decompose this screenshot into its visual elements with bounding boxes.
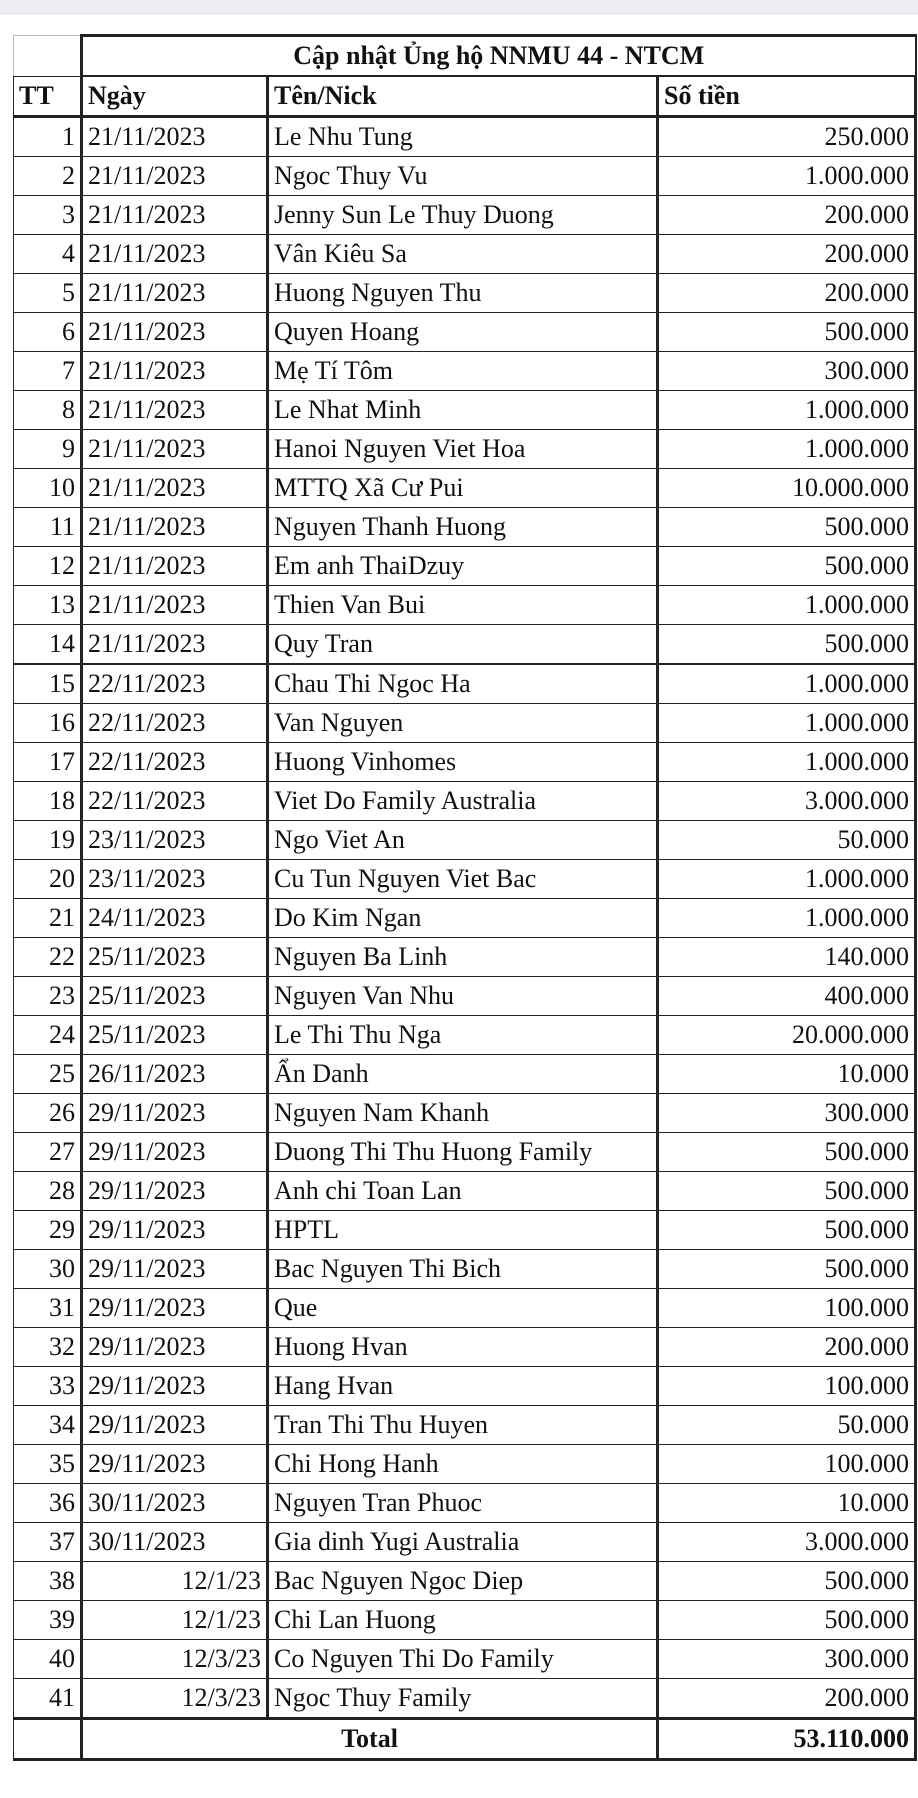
row-tt: 29	[14, 1211, 82, 1250]
table-row	[14, 1445, 916, 1484]
table-row	[14, 743, 916, 782]
top-bar	[0, 0, 918, 14]
row-date: 21/11/2023	[82, 117, 268, 157]
row-date: 24/11/2023	[82, 899, 268, 938]
row-date: 21/11/2023	[82, 547, 268, 586]
table-row	[14, 704, 916, 743]
row-date: 21/11/2023	[82, 469, 268, 508]
row-name: Ngoc Thuy Family	[268, 1679, 658, 1719]
row-name: Nguyen Thanh Huong	[268, 508, 658, 547]
table-row	[14, 1484, 916, 1523]
table-row	[14, 1328, 916, 1367]
row-amount: 200.000	[658, 235, 916, 274]
table-row	[14, 625, 916, 665]
row-name: Nguyen Nam Khanh	[268, 1094, 658, 1133]
header-amount: Số tiền	[658, 76, 916, 117]
row-name: Duong Thi Thu Huong Family	[268, 1133, 658, 1172]
table-row	[14, 1562, 916, 1601]
table-row	[14, 782, 916, 821]
row-amount: 400.000	[658, 977, 916, 1016]
row-tt: 23	[14, 977, 82, 1016]
table-row	[14, 1601, 916, 1640]
donation-table	[13, 34, 917, 1761]
row-date: 21/11/2023	[82, 157, 268, 196]
row-tt: 35	[14, 1445, 82, 1484]
row-tt: 31	[14, 1289, 82, 1328]
row-amount: 250.000	[658, 117, 916, 157]
row-amount: 10.000	[658, 1055, 916, 1094]
row-name: Chau Thi Ngoc Ha	[268, 664, 658, 704]
row-date: 30/11/2023	[82, 1523, 268, 1562]
row-amount: 500.000	[658, 625, 916, 665]
row-name: Em anh ThaiDzuy	[268, 547, 658, 586]
row-name: HPTL	[268, 1211, 658, 1250]
row-amount: 200.000	[658, 196, 916, 235]
row-tt: 33	[14, 1367, 82, 1406]
sheet-title: Cập nhật Ủng hộ NNMU 44 - NTCM	[82, 36, 916, 77]
title-blank-cell	[14, 36, 82, 77]
row-name: Chi Lan Huong	[268, 1601, 658, 1640]
row-name: Bac Nguyen Thi Bich	[268, 1250, 658, 1289]
row-tt: 18	[14, 782, 82, 821]
row-name: Van Nguyen	[268, 704, 658, 743]
row-amount: 100.000	[658, 1289, 916, 1328]
row-date: 21/11/2023	[82, 625, 268, 665]
table-row	[14, 1250, 916, 1289]
row-tt: 3	[14, 196, 82, 235]
total-label: Total	[82, 1719, 658, 1760]
row-tt: 30	[14, 1250, 82, 1289]
row-amount: 500.000	[658, 508, 916, 547]
row-tt: 17	[14, 743, 82, 782]
table-row	[14, 860, 916, 899]
row-date: 23/11/2023	[82, 860, 268, 899]
table-row	[14, 430, 916, 469]
row-date: 21/11/2023	[82, 508, 268, 547]
row-date: 21/11/2023	[82, 274, 268, 313]
table-row	[14, 352, 916, 391]
table-row	[14, 1094, 916, 1133]
row-amount: 50.000	[658, 1406, 916, 1445]
row-tt: 15	[14, 664, 82, 704]
row-amount: 1.000.000	[658, 157, 916, 196]
row-name: Bac Nguyen Ngoc Diep	[268, 1562, 658, 1601]
row-tt: 24	[14, 1016, 82, 1055]
row-tt: 25	[14, 1055, 82, 1094]
row-name: Que	[268, 1289, 658, 1328]
donation-sheet	[13, 34, 915, 1761]
row-name: Ngo Viet An	[268, 821, 658, 860]
row-date: 29/11/2023	[82, 1094, 268, 1133]
row-name: Jenny Sun Le Thuy Duong	[268, 196, 658, 235]
row-amount: 1.000.000	[658, 704, 916, 743]
row-amount: 10.000	[658, 1484, 916, 1523]
row-date: 21/11/2023	[82, 352, 268, 391]
row-date: 22/11/2023	[82, 782, 268, 821]
row-date: 12/3/23	[82, 1640, 268, 1679]
row-name: Huong Hvan	[268, 1328, 658, 1367]
row-date: 12/3/23	[82, 1679, 268, 1719]
row-date: 30/11/2023	[82, 1484, 268, 1523]
table-row	[14, 1523, 916, 1562]
table-row	[14, 157, 916, 196]
row-tt: 39	[14, 1601, 82, 1640]
row-name: Viet Do Family Australia	[268, 782, 658, 821]
row-amount: 100.000	[658, 1445, 916, 1484]
row-amount: 1.000.000	[658, 899, 916, 938]
row-amount: 3.000.000	[658, 1523, 916, 1562]
row-amount: 500.000	[658, 1601, 916, 1640]
row-tt: 7	[14, 352, 82, 391]
row-date: 21/11/2023	[82, 196, 268, 235]
row-amount: 100.000	[658, 1367, 916, 1406]
table-row	[14, 821, 916, 860]
table-row	[14, 469, 916, 508]
row-amount: 200.000	[658, 1679, 916, 1719]
row-amount: 300.000	[658, 352, 916, 391]
row-tt: 21	[14, 899, 82, 938]
row-date: 12/1/23	[82, 1562, 268, 1601]
row-amount: 300.000	[658, 1640, 916, 1679]
row-amount: 140.000	[658, 938, 916, 977]
row-name: Le Nhat Minh	[268, 391, 658, 430]
row-tt: 27	[14, 1133, 82, 1172]
row-amount: 500.000	[658, 1211, 916, 1250]
row-tt: 40	[14, 1640, 82, 1679]
table-row	[14, 547, 916, 586]
table-row	[14, 1133, 916, 1172]
table-row	[14, 274, 916, 313]
row-tt: 13	[14, 586, 82, 625]
row-amount: 1.000.000	[658, 664, 916, 704]
row-date: 25/11/2023	[82, 1016, 268, 1055]
title-row	[14, 36, 916, 77]
row-date: 21/11/2023	[82, 391, 268, 430]
header-tt: TT	[14, 76, 82, 117]
row-amount: 1.000.000	[658, 860, 916, 899]
row-name: Co Nguyen Thi Do Family	[268, 1640, 658, 1679]
row-date: 22/11/2023	[82, 704, 268, 743]
row-tt: 28	[14, 1172, 82, 1211]
table-row	[14, 899, 916, 938]
row-tt: 2	[14, 157, 82, 196]
table-row	[14, 1289, 916, 1328]
header-name: Tên/Nick	[268, 76, 658, 117]
row-tt: 26	[14, 1094, 82, 1133]
row-name: Nguyen Van Nhu	[268, 977, 658, 1016]
total-blank	[14, 1719, 82, 1760]
table-row	[14, 196, 916, 235]
row-tt: 5	[14, 274, 82, 313]
row-name: Cu Tun Nguyen Viet Bac	[268, 860, 658, 899]
table-row	[14, 1367, 916, 1406]
header-row	[14, 76, 916, 117]
row-tt: 32	[14, 1328, 82, 1367]
row-amount: 10.000.000	[658, 469, 916, 508]
row-tt: 4	[14, 235, 82, 274]
table-row	[14, 391, 916, 430]
row-amount: 20.000.000	[658, 1016, 916, 1055]
row-name: Nguyen Ba Linh	[268, 938, 658, 977]
row-date: 26/11/2023	[82, 1055, 268, 1094]
row-amount: 50.000	[658, 821, 916, 860]
row-tt: 8	[14, 391, 82, 430]
row-date: 29/11/2023	[82, 1445, 268, 1484]
row-date: 29/11/2023	[82, 1289, 268, 1328]
row-name: Do Kim Ngan	[268, 899, 658, 938]
table-row	[14, 1640, 916, 1679]
row-date: 21/11/2023	[82, 313, 268, 352]
row-amount: 200.000	[658, 1328, 916, 1367]
row-tt: 36	[14, 1484, 82, 1523]
row-date: 25/11/2023	[82, 938, 268, 977]
row-name: MTTQ Xã Cư Pui	[268, 469, 658, 508]
row-name: Tran Thi Thu Huyen	[268, 1406, 658, 1445]
row-amount: 200.000	[658, 274, 916, 313]
table-row	[14, 1016, 916, 1055]
row-name: Nguyen Tran Phuoc	[268, 1484, 658, 1523]
table-row	[14, 235, 916, 274]
row-amount: 500.000	[658, 1172, 916, 1211]
row-date: 29/11/2023	[82, 1133, 268, 1172]
row-tt: 19	[14, 821, 82, 860]
table-row	[14, 938, 916, 977]
table-row	[14, 1406, 916, 1445]
row-date: 29/11/2023	[82, 1406, 268, 1445]
table-row	[14, 313, 916, 352]
table-row	[14, 1055, 916, 1094]
table-row	[14, 1679, 916, 1719]
table-row	[14, 586, 916, 625]
row-tt: 20	[14, 860, 82, 899]
total-row	[14, 1719, 916, 1760]
row-amount: 1.000.000	[658, 391, 916, 430]
row-amount: 1.000.000	[658, 743, 916, 782]
row-amount: 300.000	[658, 1094, 916, 1133]
row-tt: 41	[14, 1679, 82, 1719]
row-name: Ẩn Danh	[268, 1055, 658, 1094]
row-tt: 12	[14, 547, 82, 586]
row-name: Huong Vinhomes	[268, 743, 658, 782]
total-amount: 53.110.000	[658, 1719, 916, 1760]
header-date: Ngày	[82, 76, 268, 117]
row-name: Gia dinh Yugi Australia	[268, 1523, 658, 1562]
row-name: Hanoi Nguyen Viet Hoa	[268, 430, 658, 469]
row-amount: 500.000	[658, 313, 916, 352]
row-name: Mẹ Tí Tôm	[268, 352, 658, 391]
table-row	[14, 117, 916, 157]
row-date: 22/11/2023	[82, 743, 268, 782]
row-name: Hang Hvan	[268, 1367, 658, 1406]
row-name: Quyen Hoang	[268, 313, 658, 352]
row-date: 29/11/2023	[82, 1250, 268, 1289]
row-tt: 38	[14, 1562, 82, 1601]
row-amount: 1.000.000	[658, 586, 916, 625]
row-date: 29/11/2023	[82, 1328, 268, 1367]
row-amount: 3.000.000	[658, 782, 916, 821]
row-name: Ngoc Thuy Vu	[268, 157, 658, 196]
row-tt: 22	[14, 938, 82, 977]
row-date: 29/11/2023	[82, 1172, 268, 1211]
row-tt: 11	[14, 508, 82, 547]
row-name: Huong Nguyen Thu	[268, 274, 658, 313]
row-date: 25/11/2023	[82, 977, 268, 1016]
row-name: Chi Hong Hanh	[268, 1445, 658, 1484]
row-date: 21/11/2023	[82, 430, 268, 469]
row-tt: 10	[14, 469, 82, 508]
row-name: Thien Van Bui	[268, 586, 658, 625]
row-name: Le Nhu Tung	[268, 117, 658, 157]
row-date: 21/11/2023	[82, 586, 268, 625]
row-tt: 6	[14, 313, 82, 352]
row-name: Le Thi Thu Nga	[268, 1016, 658, 1055]
row-amount: 1.000.000	[658, 430, 916, 469]
table-row	[14, 664, 916, 704]
row-tt: 1	[14, 117, 82, 157]
row-amount: 500.000	[658, 547, 916, 586]
table-row	[14, 1172, 916, 1211]
row-amount: 500.000	[658, 1562, 916, 1601]
row-name: Quy Tran	[268, 625, 658, 665]
row-tt: 14	[14, 625, 82, 665]
table-row	[14, 1211, 916, 1250]
row-date: 29/11/2023	[82, 1367, 268, 1406]
row-date: 12/1/23	[82, 1601, 268, 1640]
row-tt: 37	[14, 1523, 82, 1562]
table-row	[14, 977, 916, 1016]
row-date: 22/11/2023	[82, 664, 268, 704]
row-date: 23/11/2023	[82, 821, 268, 860]
row-tt: 34	[14, 1406, 82, 1445]
row-amount: 500.000	[658, 1250, 916, 1289]
row-name: Vân Kiêu Sa	[268, 235, 658, 274]
row-name: Anh chi Toan Lan	[268, 1172, 658, 1211]
row-tt: 16	[14, 704, 82, 743]
row-date: 29/11/2023	[82, 1211, 268, 1250]
row-date: 21/11/2023	[82, 235, 268, 274]
row-amount: 500.000	[658, 1133, 916, 1172]
row-tt: 9	[14, 430, 82, 469]
table-row	[14, 508, 916, 547]
